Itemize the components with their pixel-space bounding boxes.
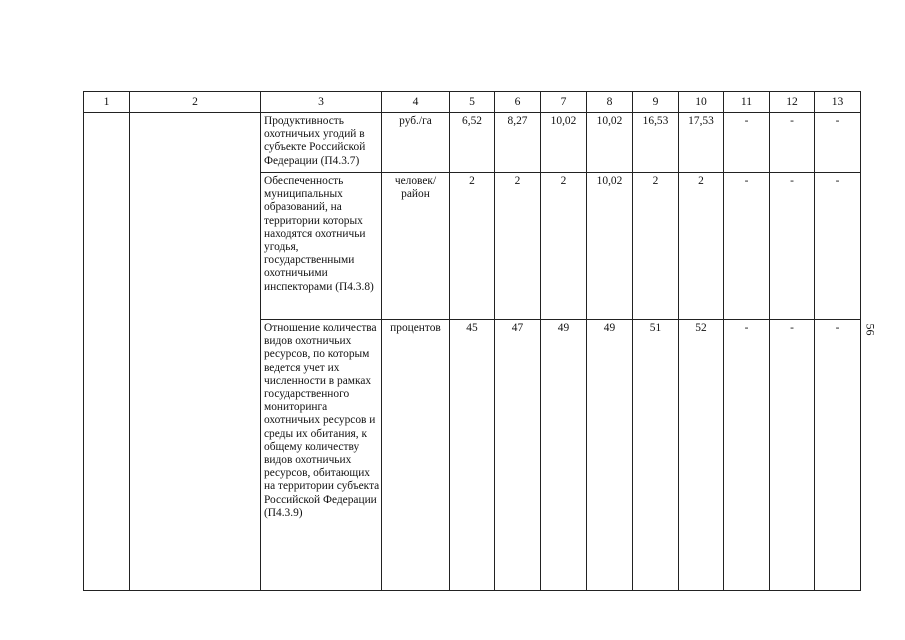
- value-cell: 17,53: [679, 113, 724, 173]
- header-cell: 2: [130, 92, 261, 113]
- value-cell: 2: [495, 173, 541, 320]
- indicator-cell: Продуктивность охотничьих угодий в субъекте Российской Федерации (П4.3.7): [261, 113, 382, 173]
- value-cell: 45: [450, 320, 495, 591]
- value-cell: 16,53: [633, 113, 679, 173]
- value-cell: -: [770, 320, 815, 591]
- unit-cell: человек/ район: [382, 173, 450, 320]
- value-cell: 6,52: [450, 113, 495, 173]
- data-table: [83, 91, 861, 591]
- unit-cell: процентов: [382, 320, 450, 591]
- empty-cell-col1: [84, 113, 130, 591]
- value-cell: -: [770, 173, 815, 320]
- table-row: [84, 113, 861, 173]
- header-cell: 8: [587, 92, 633, 113]
- header-cell: 11: [724, 92, 770, 113]
- empty-cell-col2: [130, 113, 261, 591]
- indicator-cell: Обеспеченность муниципальных образований, на территории которых находятся охотничьи угодья, государственными охотничьими инспекторами (П4.3.8): [261, 173, 382, 320]
- value-cell: -: [815, 113, 861, 173]
- header-cell: 12: [770, 92, 815, 113]
- value-cell: -: [815, 320, 861, 591]
- header-cell: 9: [633, 92, 679, 113]
- value-cell: 49: [541, 320, 587, 591]
- header-cell: 3: [261, 92, 382, 113]
- header-cell: 5: [450, 92, 495, 113]
- value-cell: 47: [495, 320, 541, 591]
- indicator-cell: Отношение количества видов охотничьих ресурсов, по которым ведется учет их численности в рамках государственного мониторинга охотничьих ресурсов и среды их обитания, к общему количеству видов охотничьих ресурсов, обитающих на территории субъекта Российской Федерации (П4.3.9): [261, 320, 382, 591]
- value-cell: 52: [679, 320, 724, 591]
- value-cell: 49: [587, 320, 633, 591]
- unit-cell: руб./га: [382, 113, 450, 173]
- value-cell: -: [815, 173, 861, 320]
- value-cell: -: [770, 113, 815, 173]
- value-cell: -: [724, 113, 770, 173]
- value-cell: 2: [541, 173, 587, 320]
- value-cell: 8,27: [495, 113, 541, 173]
- header-cell: 4: [382, 92, 450, 113]
- header-cell: 1: [84, 92, 130, 113]
- value-cell: -: [724, 320, 770, 591]
- header-cell: 13: [815, 92, 861, 113]
- header-row: [84, 92, 861, 113]
- value-cell: 2: [633, 173, 679, 320]
- value-cell: 10,02: [587, 113, 633, 173]
- value-cell: 2: [679, 173, 724, 320]
- value-cell: 2: [450, 173, 495, 320]
- value-cell: -: [724, 173, 770, 320]
- value-cell: 10,02: [587, 173, 633, 320]
- header-cell: 10: [679, 92, 724, 113]
- header-cell: 6: [495, 92, 541, 113]
- value-cell: 10,02: [541, 113, 587, 173]
- value-cell: 51: [633, 320, 679, 591]
- page-number: 56: [863, 323, 878, 336]
- header-cell: 7: [541, 92, 587, 113]
